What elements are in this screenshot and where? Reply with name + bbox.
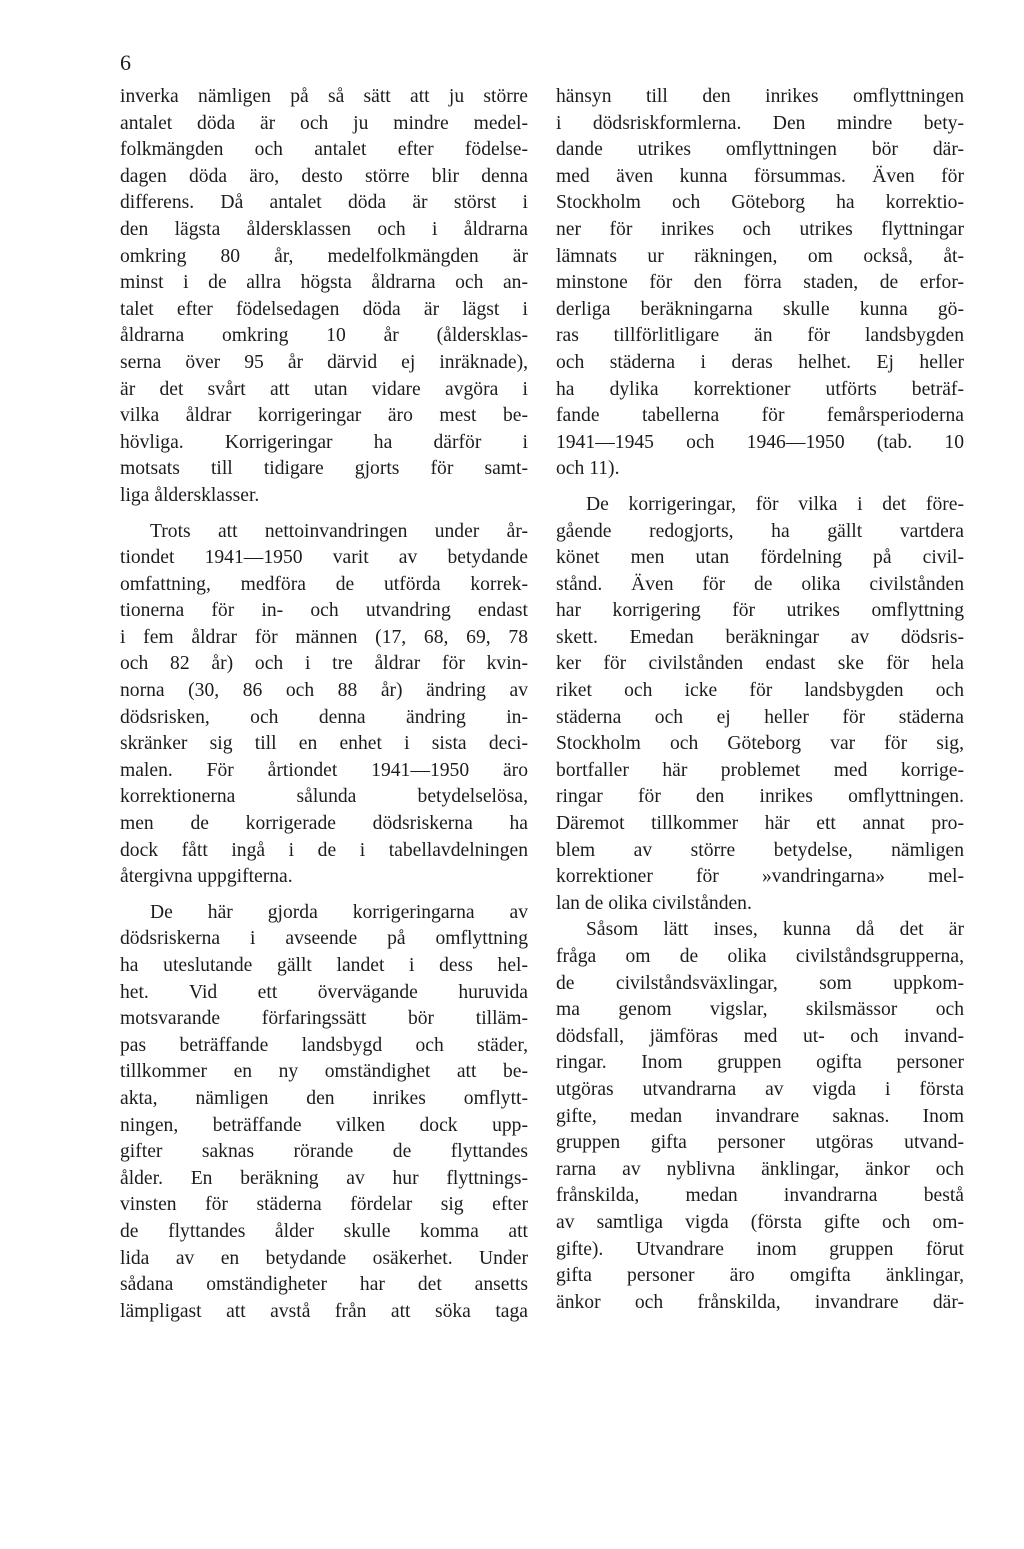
- text-line: motsvarande förfaringssätt bör tilläm-: [120, 1008, 528, 1030]
- text-line: serna över 95 år därvid ej inräknade),: [120, 351, 528, 373]
- text-line: ha dylika korrektioner utförts beträf-: [556, 378, 964, 400]
- text-line: minst i de allra högsta åldrarna och an-: [120, 272, 528, 294]
- text-line: de civilståndsväxlingar, som uppkom-: [556, 972, 964, 994]
- text-line: ringar. Inom gruppen ogifta personer: [556, 1052, 964, 1074]
- text-line: ha uteslutande gällt landet i dess hel-: [120, 955, 528, 976]
- text-line: dock fått ingå i de i tabellavdelningen: [120, 839, 528, 861]
- text-line: blem av större betydelse, nämligen: [556, 839, 964, 861]
- text-line: gifte, medan invandrare saknas. Inom: [556, 1105, 964, 1127]
- text-line: liga åldersklasser.: [120, 484, 260, 506]
- text-line: ningen, beträffande vilken dock upp-: [120, 1114, 528, 1136]
- text-line: pas beträffande landsbygd och städer,: [120, 1034, 528, 1056]
- text-line: talet efter födelsedagen döda är lägst i: [120, 298, 528, 320]
- text-line: korrektionerna sålunda betydelselösa,: [120, 786, 528, 808]
- text-line: av samtliga vigda (första gifte och om-: [556, 1211, 964, 1233]
- paragraph-gap: [120, 510, 528, 519]
- text-line: dödsfall, jämföras med ut- och invand-: [556, 1025, 964, 1047]
- text-line: lämnats ur räkningen, om också, åt-: [556, 245, 964, 267]
- paragraph-gap: [120, 891, 528, 900]
- text-line: Såsom lätt inses, kunna då det är: [586, 919, 964, 941]
- left-column: [120, 84, 528, 1325]
- text-line: folkmängden och antalet efter födelse-: [120, 139, 528, 161]
- text-line: åldrarna omkring 10 år (åldersklas-: [120, 325, 528, 347]
- paragraph-gap: [556, 483, 964, 492]
- text-line: Stockholm och Göteborg ha korrektio-: [556, 192, 964, 214]
- text-line: fande tabellerna för femårsperioderna: [556, 405, 964, 427]
- text-line: gruppen gifta personer utgöras utvand-: [556, 1132, 964, 1154]
- text-line: fråga om de olika civilståndsgrupperna,: [556, 946, 964, 967]
- text-line: norna (30, 86 och 88 år) ändring av: [120, 680, 528, 702]
- text-line: omfattning, medföra de utförda korrek-: [120, 573, 528, 595]
- text-line: tillkommer en ny omständighet att be-: [120, 1061, 528, 1083]
- text-line: De här gjorda korrigeringarna av: [150, 901, 528, 923]
- text-line: ma genom vigslar, skilsmässor och: [556, 999, 964, 1021]
- text-line: vinsten för städerna fördelar sig efter: [120, 1194, 528, 1216]
- text-line: lida av en betydande osäkerhet. Under: [120, 1247, 528, 1269]
- text-line: hänsyn till den inrikes omflyttningen: [556, 86, 964, 107]
- text-line: rarna av nyblivna änklingar, änkor och: [556, 1158, 964, 1180]
- right-column: [556, 84, 964, 1316]
- text-line: De korrigeringar, för vilka i det före-: [586, 493, 964, 515]
- text-line: ringar för den inrikes omflyttningen.: [556, 786, 964, 808]
- text-line: dödsrisken, och denna ändring in-: [120, 706, 528, 728]
- text-line: omkring 80 år, medelfolkmängden är: [120, 245, 528, 267]
- text-line: städerna och ej heller för städerna: [556, 706, 964, 728]
- text-line: inverka nämligen på så sätt att ju större: [120, 86, 528, 107]
- text-line: gifte). Utvandrare inom gruppen förut: [556, 1238, 964, 1260]
- text-line: och 82 år) och i tre åldrar för kvin-: [120, 653, 528, 675]
- text-line: bortfaller här problemet med korrige-: [556, 759, 964, 781]
- text-line: korrektioner för »vandringarna» mel-: [556, 866, 964, 888]
- text-line: Däremot tillkommer här ett annat pro-: [556, 813, 964, 835]
- text-line: skett. Emedan beräkningar av dödsris-: [556, 626, 964, 648]
- text-line: minstone för den förra staden, de erfor-: [556, 272, 964, 294]
- text-line: vilka åldrar korrigeringar äro mest be-: [120, 405, 528, 427]
- text-line: och 11).: [556, 458, 620, 480]
- text-line: könet men utan fördelning på civil-: [556, 547, 964, 569]
- text-line: gifta personer äro omgifta änklingar,: [556, 1265, 964, 1287]
- text-line: dande utrikes omflyttningen bör där-: [556, 139, 964, 161]
- text-line: tionerna för in- och utvandring endast: [120, 600, 528, 622]
- text-line: akta, nämligen den inrikes omflytt-: [120, 1087, 528, 1109]
- text-line: derliga beräkningarna skulle kunna gö-: [556, 298, 964, 320]
- text-line: den lägsta åldersklassen och i åldrarna: [120, 218, 528, 240]
- text-line: ner för inrikes och utrikes flyttningar: [556, 218, 964, 240]
- text-line: återgivna uppgifterna.: [120, 866, 293, 888]
- text-line: änkor och frånskilda, invandrare där-: [556, 1291, 964, 1313]
- text-line: tiondet 1941—1950 varit av betydande: [120, 547, 528, 569]
- text-line: med även kunna försummas. Även för: [556, 165, 964, 187]
- text-line: differens. Då antalet döda är störst i: [120, 192, 528, 214]
- text-line: dödsriskerna i avseende på omflyttning: [120, 928, 528, 950]
- text-line: ålder. En beräkning av hur flyttnings-: [120, 1167, 528, 1189]
- text-line: 1941—1945 och 1946—1950 (tab. 10: [556, 431, 964, 453]
- text-line: lämpligast att avstå från att söka taga: [120, 1300, 528, 1322]
- text-line: har korrigering för utrikes omflyttning: [556, 600, 964, 622]
- text-line: antalet döda är och ju mindre medel-: [120, 112, 528, 134]
- text-line: het. Vid ett övervägande huruvida: [120, 981, 528, 1003]
- text-line: malen. För årtiondet 1941—1950 äro: [120, 759, 528, 781]
- text-line: sådana omständigheter har det ansetts: [120, 1274, 528, 1296]
- text-line: men de korrigerade dödsriskerna ha: [120, 813, 528, 835]
- text-line: utgöras utvandrarna av vigda i första: [556, 1078, 964, 1100]
- page-number: 6: [120, 50, 131, 75]
- text-line: och städerna i deras helhet. Ej heller: [556, 351, 964, 373]
- text-line: stånd. Även för de olika civilstånden: [556, 573, 964, 595]
- text-line: gifter saknas rörande de flyttandes: [120, 1141, 528, 1163]
- text-line: hövliga. Korrigeringar ha därför i: [120, 431, 528, 453]
- text-line: i dödsriskformlerna. Den mindre bety-: [556, 112, 964, 134]
- text-line: motsats till tidigare gjorts för samt-: [120, 458, 528, 480]
- text-line: ker för civilstånden endast ske för hela: [556, 653, 964, 675]
- text-line: riket och icke för landsbygden och: [556, 680, 964, 702]
- text-line: i fem åldrar för männen (17, 68, 69, 78: [120, 626, 528, 648]
- text-line: Stockholm och Göteborg var för sig,: [556, 733, 964, 755]
- text-line: gående redogjorts, ha gällt vartdera: [556, 520, 964, 542]
- text-line: frånskilda, medan invandrarna bestå: [556, 1185, 964, 1207]
- text-line: är det svårt att utan vidare avgöra i: [120, 378, 528, 400]
- text-line: ras tillförlitligare än för landsbygden: [556, 325, 964, 347]
- text-line: skränker sig till en enhet i sista deci-: [120, 733, 528, 755]
- text-line: dagen döda äro, desto större blir denna: [120, 165, 528, 187]
- text-line: lan de olika civilstånden.: [556, 892, 752, 914]
- text-line: Trots att nettoinvandringen under år-: [150, 520, 528, 542]
- text-line: de flyttandes ålder skulle komma att: [120, 1220, 528, 1242]
